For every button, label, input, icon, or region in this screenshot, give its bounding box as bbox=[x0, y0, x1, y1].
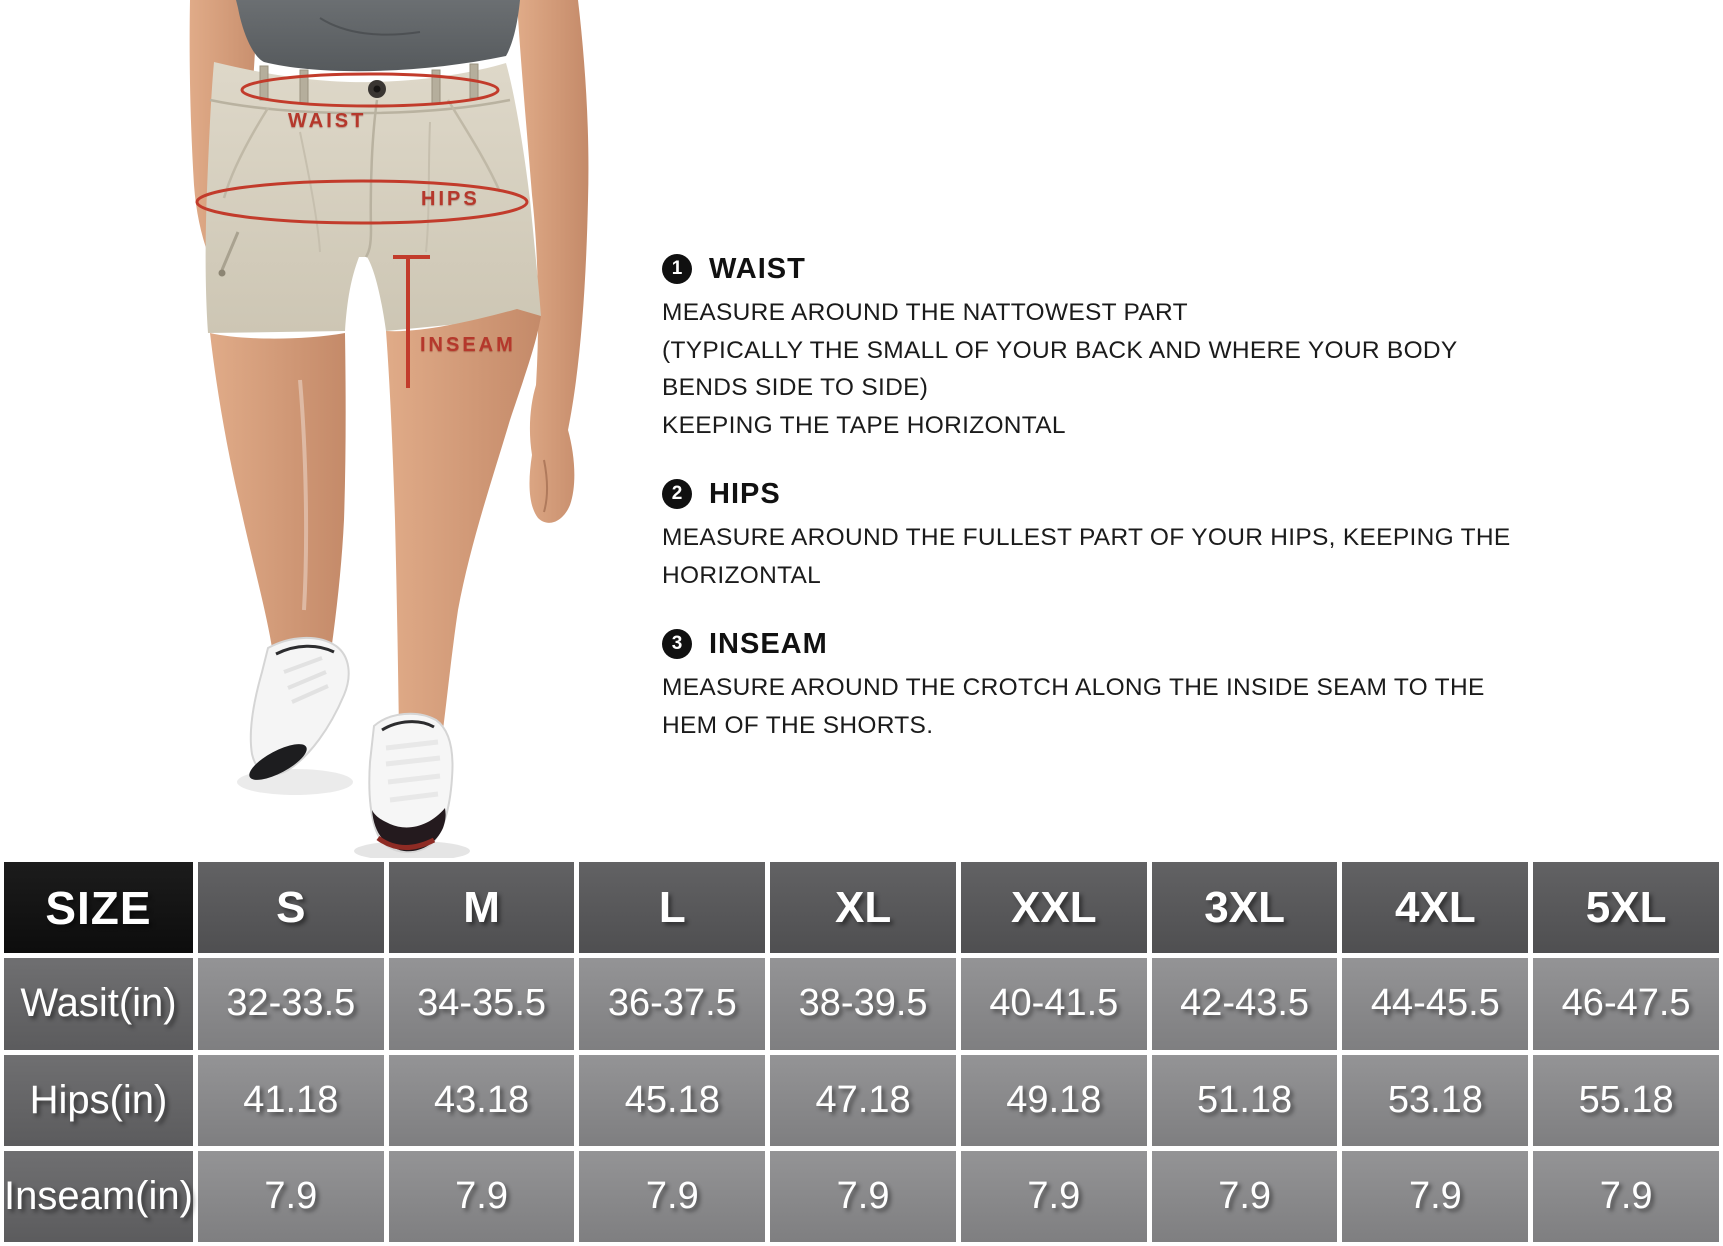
cell-waist-xxl: 40-41.5 bbox=[961, 958, 1147, 1049]
row-label-inseam: Inseam(in) bbox=[4, 1151, 193, 1242]
cell-hips-xl: 47.18 bbox=[770, 1055, 956, 1146]
waist-button-center bbox=[374, 86, 381, 93]
cell-inseam-4xl: 7.9 bbox=[1342, 1151, 1528, 1242]
left-leg bbox=[210, 333, 346, 648]
cell-waist-4xl: 44-45.5 bbox=[1342, 958, 1528, 1049]
cell-hips-4xl: 53.18 bbox=[1342, 1055, 1528, 1146]
instruction-inseam-title-row bbox=[662, 628, 1402, 660]
shirt bbox=[236, 0, 520, 71]
cell-hips-m: 43.18 bbox=[389, 1055, 575, 1146]
table-header-5xl: 5XL bbox=[1533, 862, 1719, 953]
instruction-hips-line-1: MEASURE AROUND THE FULLEST PART OF YOUR HIPS, KEEPING THE bbox=[662, 524, 1511, 551]
instruction-hips-title-row bbox=[662, 478, 1402, 510]
hips-measure-label: HIPS bbox=[421, 188, 480, 210]
instruction-inseam bbox=[662, 627, 1485, 744]
inseam-measure-label: INSEAM bbox=[420, 334, 516, 356]
waist-measure-label: WAIST bbox=[288, 110, 367, 132]
cell-inseam-s: 7.9 bbox=[198, 1151, 384, 1242]
cell-inseam-l: 7.9 bbox=[579, 1151, 765, 1242]
table-header-xl: XL bbox=[770, 862, 956, 953]
cell-waist-xl: 38-39.5 bbox=[770, 958, 956, 1049]
table-header-4xl: 4XL bbox=[1342, 862, 1528, 953]
instruction-waist-line-1: MEASURE AROUND THE NATTOWEST PART bbox=[662, 299, 1188, 326]
table-header-s: S bbox=[198, 862, 384, 953]
cell-waist-5xl: 46-47.5 bbox=[1533, 958, 1719, 1049]
row-label-hips: Hips(in) bbox=[4, 1055, 193, 1146]
table-header-3xl: 3XL bbox=[1152, 862, 1338, 953]
instruction-hips-title: HIPS bbox=[709, 477, 781, 510]
cell-hips-3xl: 51.18 bbox=[1152, 1055, 1338, 1146]
table-header-l: L bbox=[579, 862, 765, 953]
zip-pull bbox=[219, 270, 226, 277]
size-chart-table bbox=[0, 858, 1723, 1246]
cell-hips-l: 45.18 bbox=[579, 1055, 765, 1146]
instruction-hips-line-2: HORIZONTAL bbox=[662, 561, 822, 589]
step-3-badge: 3 bbox=[662, 629, 692, 659]
instruction-waist-title: WAIST bbox=[709, 252, 806, 285]
cell-waist-l: 36-37.5 bbox=[579, 958, 765, 1049]
cell-inseam-xxl: 7.9 bbox=[961, 1151, 1147, 1242]
cell-inseam-m: 7.9 bbox=[389, 1151, 575, 1242]
instruction-waist-line-4: KEEPING THE TAPE HORIZONTAL bbox=[662, 411, 1066, 439]
table-header-size: SIZE bbox=[4, 862, 193, 953]
model-photo bbox=[0, 0, 620, 860]
instruction-waist-line-3: BENDS SIDE TO SIDE) bbox=[662, 374, 929, 401]
instruction-inseam-line-1: MEASURE AROUND THE CROTCH ALONG THE INSIDE SEAM TO THE bbox=[662, 674, 1485, 701]
instruction-hips bbox=[662, 477, 1511, 594]
table-header-xxl: XXL bbox=[961, 862, 1147, 953]
cell-inseam-3xl: 7.9 bbox=[1152, 1151, 1338, 1242]
step-2-badge: 2 bbox=[662, 479, 692, 509]
instruction-inseam-line-2: HEM OF THE SHORTS. bbox=[662, 711, 934, 739]
instruction-waist-title-row bbox=[662, 253, 1402, 285]
instruction-waist bbox=[662, 252, 1458, 444]
measuring-instructions bbox=[662, 252, 1511, 778]
instruction-inseam-title: INSEAM bbox=[709, 627, 828, 660]
cell-hips-5xl: 55.18 bbox=[1533, 1055, 1719, 1146]
cell-waist-m: 34-35.5 bbox=[389, 958, 575, 1049]
cell-waist-3xl: 42-43.5 bbox=[1152, 958, 1338, 1049]
cell-waist-s: 32-33.5 bbox=[198, 958, 384, 1049]
table-header-m: M bbox=[389, 862, 575, 953]
cell-hips-xxl: 49.18 bbox=[961, 1055, 1147, 1146]
cell-inseam-5xl: 7.9 bbox=[1533, 1151, 1719, 1242]
row-label-waist: Wasit(in) bbox=[4, 958, 193, 1049]
step-1-badge: 1 bbox=[662, 254, 692, 284]
cell-inseam-xl: 7.9 bbox=[770, 1151, 956, 1242]
cell-hips-s: 41.18 bbox=[198, 1055, 384, 1146]
instruction-waist-line-2: (TYPICALLY THE SMALL OF YOUR BACK AND WHERE YOUR BODY bbox=[662, 336, 1458, 364]
